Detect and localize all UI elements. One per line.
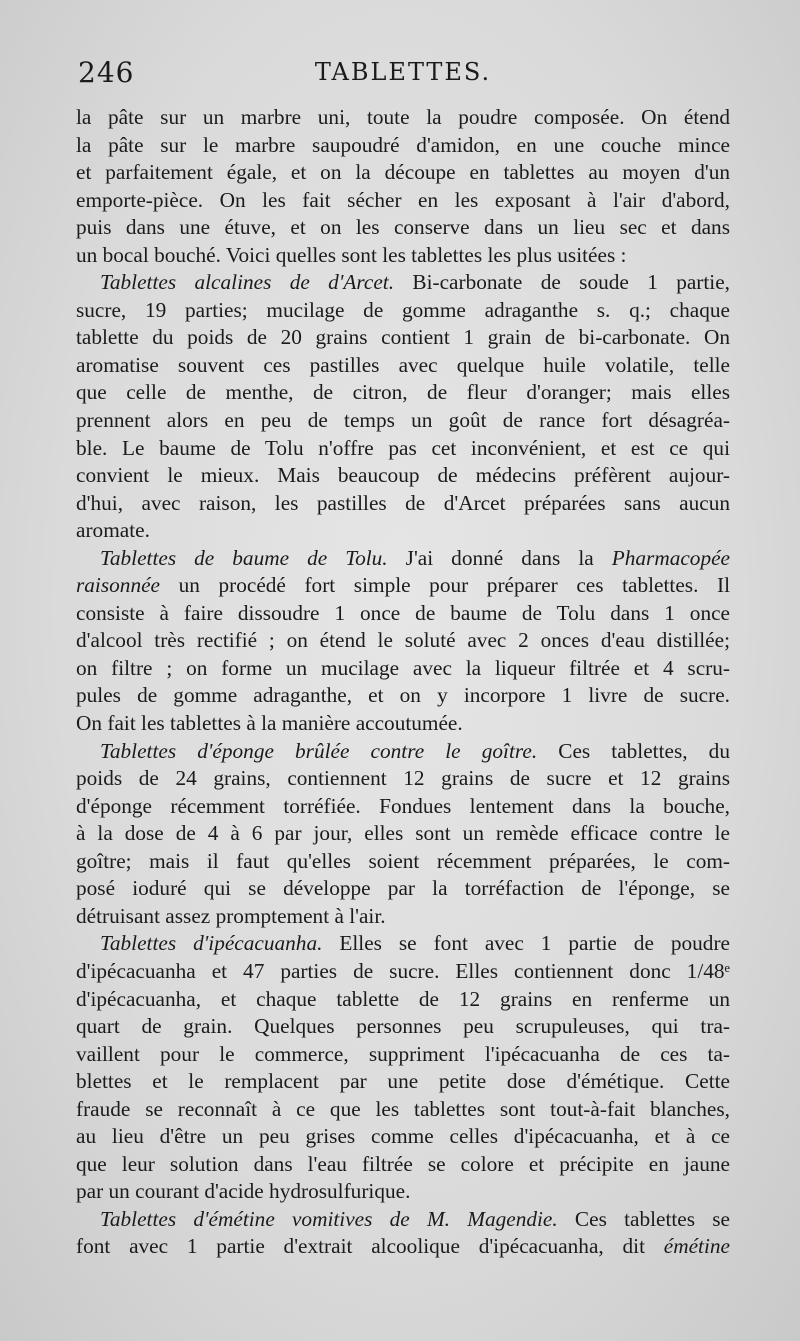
text-line: d'éponge récemment torréfiée. Fondues lentement dans la bouche, [76, 793, 730, 818]
text-line: prennent alors en peu de temps un goût de rance fort désagréa- [76, 408, 730, 433]
page-header [78, 56, 728, 96]
text-line: d'alcool très rectifié ; on étend le soluté avec 2 onces d'eau distillée; [76, 628, 730, 653]
text-line: et parfaitement égale, et on la découpe en tablettes au moyen d'un [76, 160, 730, 185]
entry-title: Tablettes de baume de Tolu. [100, 545, 388, 570]
text-line: emporte-pièce. On les fait sécher en les exposant à l'air d'abord, [76, 187, 730, 212]
text-run: font avec 1 partie d'extrait alcoolique d'ipécacuanha, dit [76, 1234, 664, 1259]
text-line: fraude se reconnaît à ce que les tablettes sont tout-à-fait blanches, [76, 1096, 730, 1121]
text-run: J'ai donné dans la [387, 545, 612, 570]
text-line [76, 930, 730, 958]
entry-title: Tablettes alcalines de d'Arcet. [100, 270, 395, 295]
text-line [76, 572, 730, 600]
text-line: un bocal bouché. Voici quelles sont les tablettes les plus usitées : [76, 242, 627, 267]
text-line: pules de gomme adraganthe, et on y incorpore 1 livre de sucre. [76, 683, 730, 708]
italic-term: émétine [663, 1234, 730, 1259]
text-line: détruisant assez promptement à l'air. [76, 903, 386, 928]
text-line: vaillent pour le commerce, suppriment l'ipécacuanha de ces ta- [76, 1041, 730, 1066]
text-line: la pâte sur un marbre uni, toute la poudre composée. On étend [76, 105, 730, 129]
text-line: par un courant d'acide hydrosulfurique. [76, 1179, 411, 1204]
page-number: 246 [78, 56, 135, 89]
entry-title: Tablettes d'éponge brûlée contre le goître. [100, 738, 538, 763]
running-head: TABLETTES. [314, 58, 492, 86]
text-line [76, 269, 730, 297]
text-line [76, 1206, 730, 1234]
text-line: blettes et le remplacent par une petite dose d'émétique. Cette [76, 1069, 730, 1094]
text-line: sucre, 19 parties; mucilage de gomme adraganthe s. q.; chaque [76, 297, 730, 322]
entry-title: Tablettes d'émétine vomitives de M. Magendie. [100, 1206, 558, 1231]
body-text [76, 104, 730, 1261]
text-line: on filtre ; on forme un mucilage avec la liqueur filtrée et 4 scru- [76, 655, 730, 680]
book-title: Pharmacopée [611, 545, 730, 570]
text-line: que leur solution dans l'eau filtrée se colore et précipite en jaune [76, 1151, 730, 1176]
text-line: On fait les tablettes à la manière accoutumée. [76, 711, 463, 736]
text-line: consiste à faire dissoudre 1 once de baume de Tolu dans 1 once [76, 600, 730, 625]
text-line: quart de grain. Quelques personnes peu scrupuleuses, qui tra- [76, 1014, 730, 1039]
text-line [76, 545, 730, 573]
text-line: d'ipécacuanha et 47 parties de sucre. Elles contiennent donc 1/48ᵉ [76, 958, 730, 983]
entry-title: Tablettes d'ipécacuanha. [100, 931, 323, 956]
text-run: Ces tablettes se [557, 1206, 730, 1231]
text-line: posé ioduré qui se développe par la torréfaction de l'éponge, se [76, 876, 730, 901]
text-run: un procédé fort simple pour préparer ces tablettes. Il [160, 573, 730, 598]
text-line: goître; mais il faut qu'elles soient récemment préparées, le com- [76, 848, 730, 873]
text-run: Elles se font avec 1 partie de poudre [322, 931, 730, 956]
text-line: tablette du poids de 20 grains contient 1 grain de bi-carbonate. On [76, 325, 730, 350]
text-line: d'hui, avec raison, les pastilles de d'Arcet préparées sans aucun [76, 490, 730, 515]
text-line [76, 1233, 730, 1261]
text-line: aromatise souvent ces pastilles avec quelque huile volatile, telle [76, 352, 730, 377]
text-line: à la dose de 4 à 6 par jour, elles sont un remède efficace contre le [76, 821, 730, 846]
book-title: raisonnée [76, 573, 160, 598]
text-line: d'ipécacuanha, et chaque tablette de 12 grains en renferme un [76, 986, 730, 1011]
text-run: Ces tablettes, du [537, 738, 730, 763]
text-line: au lieu d'être un peu grises comme celles d'ipécacuanha, et à ce [76, 1124, 730, 1149]
text-line: que celle de menthe, de citron, de fleur d'oranger; mais elles [76, 380, 730, 405]
text-line: poids de 24 grains, contiennent 12 grains de sucre et 12 grains [76, 766, 730, 791]
text-line [76, 738, 730, 766]
text-line: aromate. [76, 518, 150, 543]
text-line: la pâte sur le marbre saupoudré d'amidon, en une couche mince [76, 132, 730, 157]
text-line: ble. Le baume de Tolu n'offre pas cet inconvénient, et est ce qui [76, 435, 730, 460]
text-run: Bi-carbonate de soude 1 partie, [394, 270, 730, 295]
text-line: puis dans une étuve, et on les conserve dans un lieu sec et dans [76, 215, 730, 240]
text-line: convient le mieux. Mais beaucoup de médecins préfèrent aujour- [76, 463, 730, 488]
